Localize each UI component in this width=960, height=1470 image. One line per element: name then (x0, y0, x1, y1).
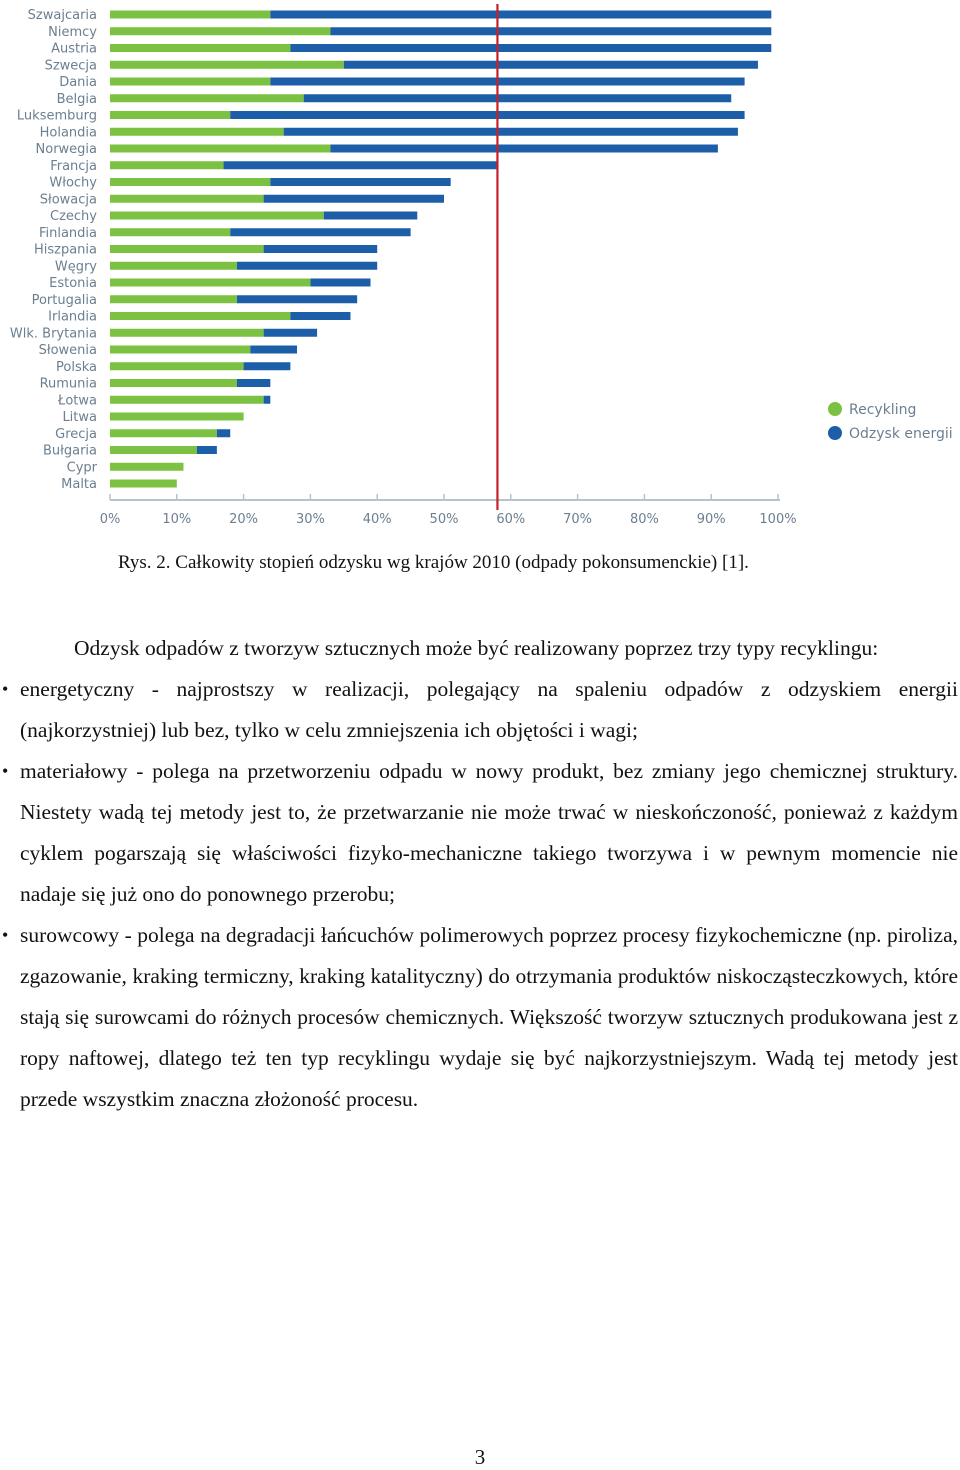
body-text (0, 628, 958, 1120)
bullet-icon: • (2, 679, 9, 699)
category-label: Grecja (55, 426, 97, 442)
bar-odzysk-energii (290, 312, 350, 320)
bar-recykling (110, 61, 344, 69)
bar-odzysk-energii (344, 61, 758, 69)
bar-odzysk-energii (230, 111, 744, 119)
bar-odzysk-energii (270, 178, 450, 186)
category-label: Malta (61, 477, 97, 492)
legend-item-odzysk-energii (828, 426, 953, 442)
bar-odzysk-energii (250, 346, 297, 354)
x-tick-label: 80% (629, 512, 659, 527)
bar-recykling (110, 78, 270, 86)
bar-odzysk-energii (290, 44, 771, 52)
bar-recykling (110, 446, 197, 454)
x-tick-label: 70% (563, 512, 593, 527)
x-tick-label: 30% (295, 512, 325, 527)
x-tick-label: 100% (759, 512, 797, 527)
bar-odzysk-energii (217, 429, 230, 437)
bar-recykling (110, 312, 290, 320)
legend-swatch (828, 426, 842, 440)
bar-odzysk-energii (264, 396, 271, 404)
x-tick-label: 60% (496, 512, 526, 527)
bullet-icon: • (2, 761, 9, 781)
bar-odzysk-energii (324, 212, 418, 220)
bar-recykling (110, 212, 324, 220)
bar-odzysk-energii (304, 94, 732, 102)
category-label: Węgry (54, 259, 97, 275)
bar-recykling (110, 128, 284, 136)
x-tick-label: 10% (162, 512, 192, 527)
legend-label: Recykling (849, 402, 917, 418)
bar-odzysk-energii (237, 295, 357, 303)
bar-recykling (110, 228, 230, 236)
category-label: Hiszpania (33, 242, 97, 258)
bar-odzysk-energii (237, 262, 377, 270)
bar-odzysk-energii (244, 362, 291, 370)
bar-recykling (110, 295, 237, 303)
category-label: Słowenia (38, 343, 97, 358)
list-item-text: energetyczny - najprostszy w realizacji, polegający na spaleniu odpadów z odzyskiem energii (najkorzystniej) lub bez, tylko w celu zmniejszenia ich objętości i wagi; (20, 677, 958, 742)
category-label: Dania (59, 75, 97, 90)
category-label: Szwecja (44, 58, 97, 74)
bar-recykling (110, 346, 250, 354)
x-tick-label: 90% (696, 512, 726, 527)
category-label: Słowacja (39, 192, 97, 208)
figure-caption: Rys. 2. Całkowity stopień odzysku wg krajów 2010 (odpady pokonsumenckie) [1]. (118, 552, 749, 573)
bar-odzysk-energii (330, 145, 717, 153)
list-item-text: materiałowy - polega na przetworzeniu odpadu w nowy produkt, bez zmiany jego chemicznej struktury. Niestety wadą tej metody jest to, że przetwarzanie nie może trwać w nieskończoność, ponieważ z każdym cyklem pogarszają się właściwości fizyko-mechaniczne takiego tworzywa i w pewnym momencie nie nadaje się już ono do ponownego przerobu; (20, 759, 958, 906)
legend-item-recykling (828, 402, 916, 418)
category-label: Szwajcaria (27, 8, 97, 23)
bar-recykling (110, 94, 304, 102)
category-label: Norwegia (35, 142, 97, 157)
category-label: Rumunia (39, 376, 97, 392)
category-label: Finlandia (38, 225, 97, 241)
legend-label: Odzysk energii (849, 426, 953, 442)
category-label: Estonia (49, 276, 97, 291)
bar-recykling (110, 44, 290, 52)
category-label: Niemcy (48, 24, 97, 40)
category-label: Irlandia (48, 309, 97, 325)
bar-odzysk-energii (230, 228, 410, 236)
bar-odzysk-energii (330, 27, 771, 35)
bar-odzysk-energii (264, 329, 317, 337)
bar-recykling (110, 161, 224, 169)
list-item (0, 751, 958, 915)
bar-odzysk-energii (270, 78, 744, 86)
bullet-icon: • (2, 925, 9, 945)
category-label: Polska (56, 359, 97, 375)
x-tick-label: 40% (362, 512, 392, 527)
bar-recykling (110, 145, 330, 153)
bar-recykling (110, 111, 230, 119)
recovery-chart (0, 0, 960, 540)
bar-recykling (110, 463, 183, 471)
bar-odzysk-energii (237, 379, 270, 387)
category-label: Belgia (56, 91, 97, 107)
recovery-chart-svg (0, 0, 960, 540)
bar-odzysk-energii (197, 446, 217, 454)
category-label: Holandia (39, 125, 97, 141)
bar-recykling (110, 480, 177, 488)
bar-odzysk-energii (264, 195, 444, 203)
category-label: Litwa (62, 410, 97, 425)
bar-recykling (110, 429, 217, 437)
bar-recykling (110, 279, 310, 287)
category-label: Luksemburg (16, 108, 97, 124)
legend-swatch (828, 402, 842, 416)
list-item (0, 915, 958, 1120)
category-label: Czechy (50, 209, 97, 224)
category-label: Portugalia (31, 292, 97, 308)
page-number: 3 (474, 1445, 486, 1469)
bar-recykling (110, 362, 244, 370)
intro-paragraph: Odzysk odpadów z tworzyw sztucznych może być realizowany poprzez trzy typy recyklingu: (74, 636, 879, 660)
category-label: Bułgaria (43, 443, 97, 459)
list-item (0, 669, 958, 751)
bar-recykling (110, 11, 270, 19)
bar-recykling (110, 178, 270, 186)
bar-recykling (110, 413, 244, 421)
bar-odzysk-energii (310, 279, 370, 287)
bar-recykling (110, 379, 237, 387)
bar-odzysk-energii (270, 11, 771, 19)
bar-odzysk-energii (264, 245, 378, 253)
bar-odzysk-energii (284, 128, 738, 136)
bar-recykling (110, 329, 264, 337)
x-tick-label: 20% (229, 512, 259, 527)
category-label: Austria (51, 41, 97, 57)
bar-recykling (110, 262, 237, 270)
category-label: Wlk. Brytania (9, 326, 97, 342)
recycling-types-list (0, 669, 958, 1120)
list-item-text: surowcowy - polega na degradacji łańcuchów polimerowych poprzez procesy fizykochemiczne (np. piroliza, zgazowanie, kraking termiczny, kraking katalityczny) do otrzymania produktów niskocząsteczkowych, które stają się surowcami do różnych procesów chemicznych. Większość tworzyw sztucznych produkowana jest z ropy naftowej, dlatego też ten typ recyklingu wydaje się być najkorzystniejszym. Wadą tej metody jest przede wszystkim znaczna złożoność procesu. (20, 923, 958, 1111)
x-tick-label: 0% (99, 512, 121, 527)
bar-recykling (110, 195, 264, 203)
x-tick-label: 50% (429, 512, 459, 527)
category-label: Francja (50, 158, 97, 174)
category-label: Włochy (49, 175, 97, 191)
bar-recykling (110, 27, 330, 35)
bar-recykling (110, 396, 264, 404)
category-label: Łotwa (58, 393, 97, 409)
category-label: Cypr (66, 460, 97, 476)
bar-odzysk-energii (224, 161, 498, 169)
bar-recykling (110, 245, 264, 253)
